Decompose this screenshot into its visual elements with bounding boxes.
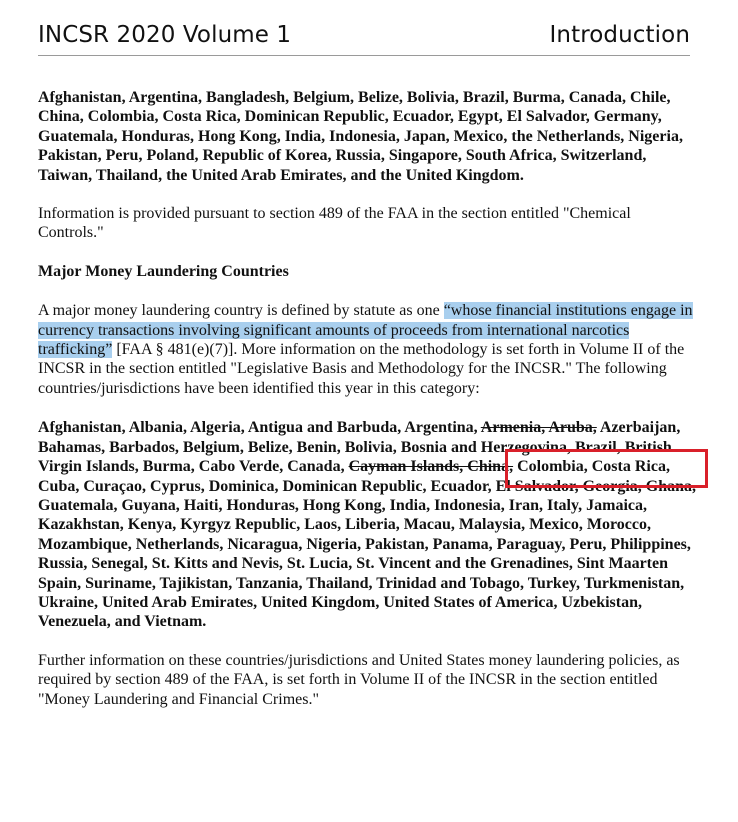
section-heading: Major Money Laundering Countries xyxy=(38,262,289,280)
document-title: INCSR 2020 Volume 1 xyxy=(38,22,292,48)
countries-part-2: Azerbaijan, Bahamas, Barbados, Belgium, Belize, Benin, Bolivia, Bosnia and Herzegovina, Brazil, British Virgin Islands, Burma, Cabo Verde, Canada, xyxy=(38,419,681,476)
page-header xyxy=(38,22,690,48)
countries-list-chemical: Afghanistan, Argentina, Bangladesh, Belgium, Belize, Bolivia, Brazil, Burma, Canada, Chile, China, Colombia, Costa Rica, Dominican Republic, Ecuador, Egypt, El Salvador, Germany, Guatemala, Honduras, Hong Kong, India, Indonesia, Japan, Mexico, the Netherlands, Nigeria, Pakistan, Peru, Poland, Republic of Korea, Russia, Singapore, South Africa, Switzerland, Taiwan, Thailand, the United Arab Emirates, and the United Kingdom. xyxy=(38,89,683,184)
annotation-box xyxy=(505,449,708,488)
definition-text-before: A major money laundering country is defined by statute as one xyxy=(38,302,444,320)
struck-countries-1: Armenia, Aruba, xyxy=(480,419,597,437)
countries-part-3: Colombia, Costa Rica, Cuba, Curaçao, Cyprus, Dominica, Dominican Republic, Ecuador, El Salvador, Georgia, Ghana, Guatemala, Guyana, Haiti, Honduras, Hong Kong, India, Indonesia, Iran, Italy, Jamaica, Kazakhstan, Kenya, Kyrgyz Republic, Laos, Liberia, Macau, Malaysia, Mexico, Morocco, Mozambique, Netherlands, Nicaragua, Nigeria, Pakistan, Panama, Paraguay, Peru, Philippines, Russia, Senegal, St. Kitts and Nevis, St. Lucia, St. Vincent and the Grenadines, Sint Maarten Spain, Suriname, Tajikistan, Tanzania, Thailand, Trinidad and Tobago, Turkey, Turkmenistan, Ukraine, United Arab Emirates, United Kingdom, United States of America, Uzbekistan, Venezuela, and Vietnam. xyxy=(38,458,697,631)
highlighted-quote[interactable]: “whose financial institutions engage in currency transactions involving significant amounts of proceeds from international narcotics trafficking” xyxy=(38,302,693,359)
countries-part-1: Afghanistan, Albania, Algeria, Antigua and Barbuda, Argentina, xyxy=(38,419,481,437)
header-divider xyxy=(38,55,690,56)
section-title: Introduction xyxy=(549,22,690,48)
further-info-paragraph: Further information on these countries/jurisdictions and United States money laundering policies, as required by section 489 of the FAA, is set forth in Volume II of the INCSR in the section entitled "Money Laundering and Financial Crimes." xyxy=(38,651,680,708)
info-paragraph: Information is provided pursuant to section 489 of the FAA in the section entitled "Chemical Controls." xyxy=(38,205,631,242)
struck-countries-2: Cayman Islands, China, xyxy=(348,458,514,476)
document-body xyxy=(38,88,698,709)
definition-text-after: [FAA § 481(e)(7)]. More information on the methodology is set forth in Volume II of the INCSR in the section entitled "Legislative Basis and Methodology for the INCSR." The following countries/jurisdictions have been identified this year in this category: xyxy=(38,341,685,397)
definition-paragraph xyxy=(38,301,698,398)
